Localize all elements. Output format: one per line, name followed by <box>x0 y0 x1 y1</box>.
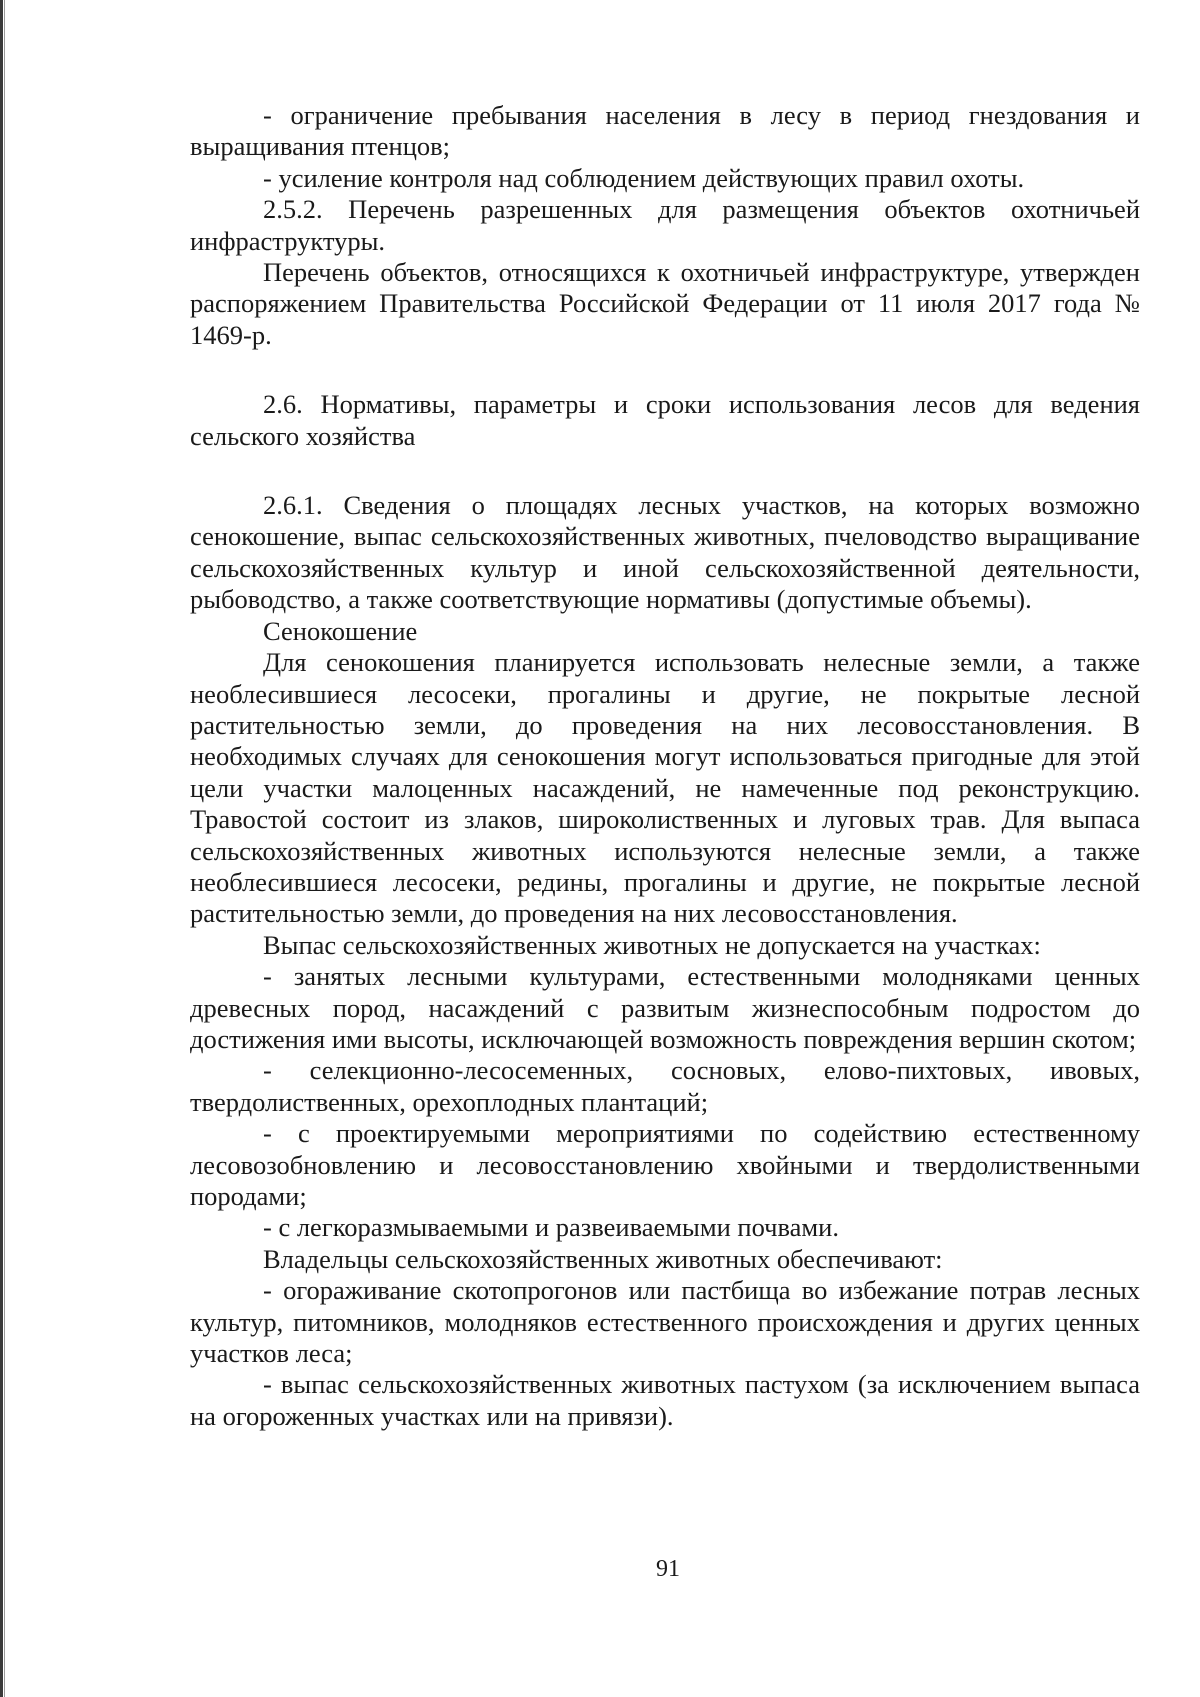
scan-edge-shadow <box>0 0 3 1697</box>
spacer <box>190 452 1140 490</box>
page-number: 91 <box>656 1556 680 1582</box>
paragraph-hunting-control: - усиление контроля над соблюдением действующих правил охоты. <box>263 162 1025 193</box>
paragraph-haymaking: Для сенокошения планируется использовать нелесные земли, а также необлесившиеся лесосеки, прогалины и другие, не покрытые лесной растительностью земли, до проведения на них лесовосстановления. В необходимых случаях для сенокошения могут использоваться пригодные для этой цели участки малоценных насаждений, не намеченные под реконструкцию. Травостой состоит из злаков, широколиственных и луговых трав. Для выпаса сельскохозяйственных животных используются нелесные земли, а также необлесившиеся лесосеки, редины, прогалины и другие, не покрытые лесной растительностью земли, до проведения на них лесовосстановления. <box>190 647 1140 929</box>
paragraph-grazing-not-allowed: Выпас сельскохозяйственных животных не допускается на участках: <box>263 929 1041 960</box>
list-item-plantations: - селекционно-лесосеменных, сосновых, елово-пихтовых, ивовых, твердолиственных, орехоплодных плантаций; <box>190 1055 1140 1117</box>
list-item-fencing: - огораживание скотопрогонов или пастбища во избежание потрав лесных культур, питомников, молодняков естественного происхождения и других ценных участков леса; <box>190 1275 1140 1369</box>
paragraph-2-5-2: 2.5.2. Перечень разрешенных для размещения объектов охотничьей инфраструктуры. <box>190 194 1140 256</box>
list-item-forest-cultures: - занятых лесными культурами, естественными молодняками ценных древесных пород, насаждений с развитым жизнеспособным подростом до достижения ими высоты, исключающей возможность повреждения вершин скотом; <box>190 961 1140 1054</box>
paragraph-restriction-nesting: - ограничение пребывания населения в лесу в период гнездования и выращивания птенцов; <box>190 100 1140 162</box>
document-body <box>190 100 1140 1432</box>
list-item-erodible-soils: - с легкоразмываемыми и развеиваемыми почвами. <box>263 1212 839 1243</box>
paragraph-hunting-infrastructure-list: Перечень объектов, относящихся к охотничьей инфраструктуре, утвержден распоряжением Правительства Российской Федерации от 11 июля 2017 года № 1469-р. <box>190 257 1140 350</box>
spacer <box>190 351 1140 389</box>
subheading-haymaking: Сенокошение <box>263 615 418 646</box>
list-item-shepherd: - выпас сельскохозяйственных животных пастухом (за исключением выпаса на огороженных участках или на привязи). <box>190 1369 1140 1431</box>
paragraph-2-6-1: 2.6.1. Сведения о площадях лесных участков, на которых возможно сенокошение, выпас сельскохозяйственных животных, пчеловодство выращивание сельскохозяйственных культур и иной сельскохозяйственной деятельности, рыбоводство, а также соответствующие нормативы (допустимые объемы). <box>190 490 1140 615</box>
paragraph-owners-provide: Владельцы сельскохозяйственных животных обеспечивают: <box>263 1243 943 1274</box>
scan-edge-line <box>4 0 5 1697</box>
section-heading-2-6: 2.6. Нормативы, параметры и сроки использования лесов для ведения сельского хозяйства <box>190 389 1140 451</box>
list-item-reforestation: - с проектируемыми мероприятиями по содействию естественному лесовозобновлению и лесовосстановлению хвойными и твердолиственными породами; <box>190 1118 1140 1211</box>
